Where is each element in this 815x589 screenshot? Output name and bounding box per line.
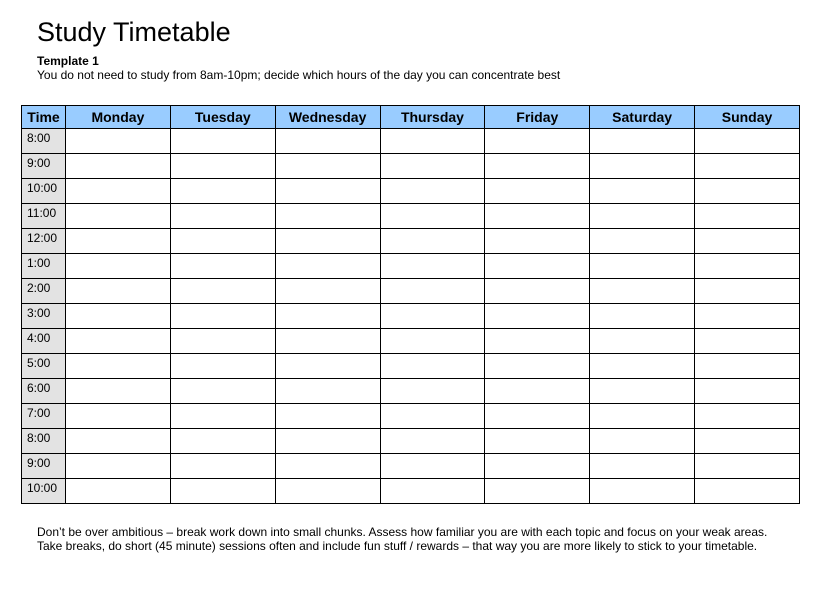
time-cell: 9:00: [22, 454, 66, 479]
slot-cell[interactable]: [275, 254, 380, 279]
slot-cell[interactable]: [695, 329, 800, 354]
slot-cell[interactable]: [485, 279, 590, 304]
table-row: [22, 279, 800, 304]
slot-cell[interactable]: [695, 254, 800, 279]
slot-cell[interactable]: [590, 479, 695, 504]
time-cell: 1:00: [22, 254, 66, 279]
slot-cell[interactable]: [275, 429, 380, 454]
slot-cell[interactable]: [485, 479, 590, 504]
slot-cell[interactable]: [590, 354, 695, 379]
slot-cell[interactable]: [695, 304, 800, 329]
timetable-grid: [21, 105, 800, 504]
slot-cell[interactable]: [485, 229, 590, 254]
slot-cell[interactable]: [695, 154, 800, 179]
slot-cell[interactable]: [170, 279, 275, 304]
header-friday: Friday: [485, 106, 590, 129]
slot-cell[interactable]: [66, 204, 171, 229]
slot-cell[interactable]: [170, 454, 275, 479]
time-cell: 12:00: [22, 229, 66, 254]
slot-cell[interactable]: [66, 129, 171, 154]
slot-cell[interactable]: [590, 304, 695, 329]
slot-cell[interactable]: [66, 229, 171, 254]
slot-cell[interactable]: [590, 329, 695, 354]
table-row: [22, 479, 800, 504]
slot-cell[interactable]: [590, 204, 695, 229]
slot-cell[interactable]: [170, 254, 275, 279]
slot-cell[interactable]: [380, 179, 485, 204]
table-row: [22, 404, 800, 429]
time-cell: 10:00: [22, 179, 66, 204]
slot-cell[interactable]: [66, 279, 171, 304]
table-row: [22, 229, 800, 254]
header-sunday: Sunday: [695, 106, 800, 129]
slot-cell[interactable]: [380, 204, 485, 229]
slot-cell[interactable]: [380, 379, 485, 404]
slot-cell[interactable]: [485, 379, 590, 404]
slot-cell[interactable]: [590, 429, 695, 454]
slot-cell[interactable]: [590, 179, 695, 204]
slot-cell[interactable]: [170, 379, 275, 404]
slot-cell[interactable]: [275, 229, 380, 254]
slot-cell[interactable]: [66, 479, 171, 504]
slot-cell[interactable]: [485, 179, 590, 204]
slot-cell[interactable]: [380, 154, 485, 179]
slot-cell[interactable]: [380, 329, 485, 354]
slot-cell[interactable]: [275, 379, 380, 404]
slot-cell[interactable]: [275, 404, 380, 429]
slot-cell[interactable]: [695, 229, 800, 254]
table-row: [22, 379, 800, 404]
slot-cell[interactable]: [275, 279, 380, 304]
header-tuesday: Tuesday: [170, 106, 275, 129]
header-monday: Monday: [66, 106, 171, 129]
header-thursday: Thursday: [380, 106, 485, 129]
slot-cell[interactable]: [66, 454, 171, 479]
slot-cell[interactable]: [380, 254, 485, 279]
time-cell: 9:00: [22, 154, 66, 179]
slot-cell[interactable]: [380, 304, 485, 329]
header-wednesday: Wednesday: [275, 106, 380, 129]
intro-text: You do not need to study from 8am-10pm; decide which hours of the day you can concentrate best: [37, 68, 561, 82]
slot-cell[interactable]: [485, 404, 590, 429]
slot-cell[interactable]: [380, 454, 485, 479]
slot-cell[interactable]: [485, 329, 590, 354]
slot-cell[interactable]: [695, 404, 800, 429]
slot-cell[interactable]: [695, 454, 800, 479]
slot-cell[interactable]: [170, 204, 275, 229]
slot-cell[interactable]: [275, 304, 380, 329]
slot-cell[interactable]: [695, 179, 800, 204]
slot-cell[interactable]: [66, 429, 171, 454]
time-cell: 5:00: [22, 354, 66, 379]
slot-cell[interactable]: [275, 179, 380, 204]
slot-cell[interactable]: [275, 354, 380, 379]
table-row: [22, 129, 800, 154]
header-time: Time: [22, 106, 66, 129]
slot-cell[interactable]: [170, 179, 275, 204]
time-cell: 3:00: [22, 304, 66, 329]
slot-cell[interactable]: [590, 254, 695, 279]
slot-cell[interactable]: [275, 329, 380, 354]
slot-cell[interactable]: [275, 129, 380, 154]
slot-cell[interactable]: [590, 404, 695, 429]
slot-cell[interactable]: [170, 354, 275, 379]
slot-cell[interactable]: [590, 454, 695, 479]
slot-cell[interactable]: [380, 429, 485, 454]
slot-cell[interactable]: [380, 129, 485, 154]
slot-cell[interactable]: [485, 354, 590, 379]
time-cell: 8:00: [22, 129, 66, 154]
slot-cell[interactable]: [590, 129, 695, 154]
slot-cell[interactable]: [275, 204, 380, 229]
slot-cell[interactable]: [485, 454, 590, 479]
time-cell: 11:00: [22, 204, 66, 229]
slot-cell[interactable]: [590, 229, 695, 254]
slot-cell[interactable]: [380, 479, 485, 504]
slot-cell[interactable]: [485, 154, 590, 179]
slot-cell[interactable]: [590, 279, 695, 304]
slot-cell[interactable]: [275, 454, 380, 479]
table-row: [22, 179, 800, 204]
slot-cell[interactable]: [66, 304, 171, 329]
slot-cell[interactable]: [275, 154, 380, 179]
slot-cell[interactable]: [66, 354, 171, 379]
slot-cell[interactable]: [485, 429, 590, 454]
time-cell: 4:00: [22, 329, 66, 354]
slot-cell[interactable]: [170, 129, 275, 154]
slot-cell[interactable]: [66, 379, 171, 404]
page-title: Study Timetable: [37, 17, 231, 47]
slot-cell[interactable]: [380, 404, 485, 429]
time-cell: 7:00: [22, 404, 66, 429]
slot-cell[interactable]: [66, 179, 171, 204]
slot-cell[interactable]: [170, 229, 275, 254]
time-cell: 8:00: [22, 429, 66, 454]
slot-cell[interactable]: [170, 429, 275, 454]
slot-cell[interactable]: [170, 329, 275, 354]
footer-advice: Don’t be over ambitious – break work down into small chunks. Assess how familiar you are with each topic and focus on your weak areas. Take breaks, do short (45 minute) sessions often and include fun stuff / rewards – that way you are more likely to stick to your timetable.: [37, 525, 768, 553]
time-cell: 10:00: [22, 479, 66, 504]
table-row: [22, 354, 800, 379]
time-cell: 2:00: [22, 279, 66, 304]
slot-cell[interactable]: [695, 129, 800, 154]
slot-cell[interactable]: [695, 379, 800, 404]
slot-cell[interactable]: [695, 479, 800, 504]
slot-cell[interactable]: [485, 254, 590, 279]
template-label: Template 1: [37, 54, 99, 68]
slot-cell[interactable]: [695, 429, 800, 454]
slot-cell[interactable]: [695, 204, 800, 229]
table-row: [22, 304, 800, 329]
table-row: [22, 254, 800, 279]
slot-cell[interactable]: [170, 479, 275, 504]
slot-cell[interactable]: [695, 279, 800, 304]
slot-cell[interactable]: [380, 229, 485, 254]
slot-cell[interactable]: [66, 329, 171, 354]
slot-cell[interactable]: [380, 279, 485, 304]
slot-cell[interactable]: [170, 154, 275, 179]
slot-cell[interactable]: [695, 354, 800, 379]
slot-cell[interactable]: [485, 204, 590, 229]
slot-cell[interactable]: [485, 304, 590, 329]
slot-cell[interactable]: [66, 254, 171, 279]
slot-cell[interactable]: [170, 304, 275, 329]
table-row: [22, 454, 800, 479]
slot-cell[interactable]: [170, 404, 275, 429]
slot-cell[interactable]: [590, 379, 695, 404]
slot-cell[interactable]: [380, 354, 485, 379]
table-row: [22, 429, 800, 454]
table-row: [22, 204, 800, 229]
slot-cell[interactable]: [66, 404, 171, 429]
header-row: [22, 106, 800, 129]
slot-cell[interactable]: [275, 479, 380, 504]
table-row: [22, 329, 800, 354]
time-cell: 6:00: [22, 379, 66, 404]
slot-cell[interactable]: [590, 154, 695, 179]
slot-cell[interactable]: [485, 129, 590, 154]
header-saturday: Saturday: [590, 106, 695, 129]
table-row: [22, 154, 800, 179]
slot-cell[interactable]: [66, 154, 171, 179]
